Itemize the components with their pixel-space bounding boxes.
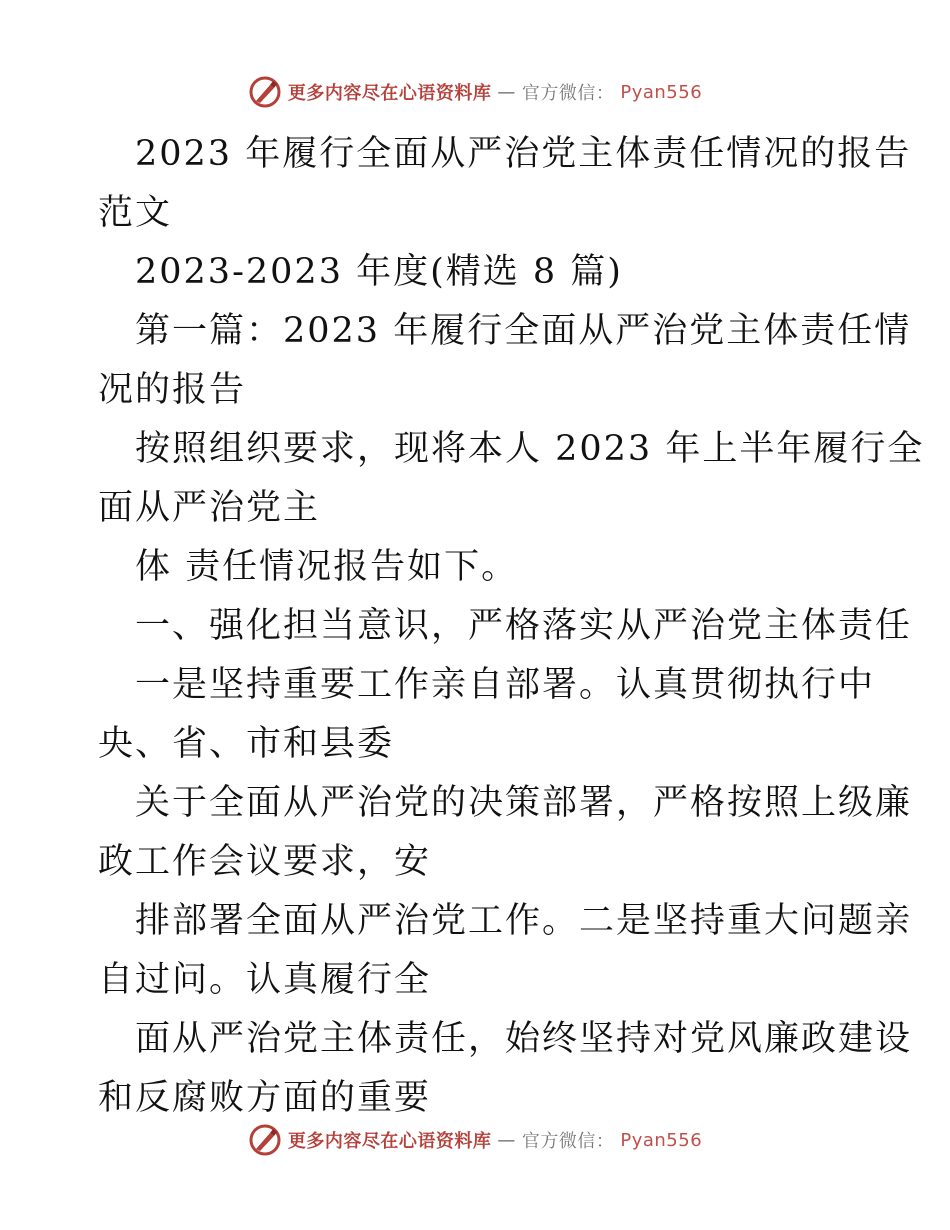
- doc-line: 自过问。认真履行全: [98, 960, 432, 1000]
- doc-line: 范文: [98, 193, 173, 233]
- pen-logo-icon: [248, 1123, 282, 1157]
- doc-line: 央、省、市和县委: [98, 724, 395, 764]
- header-banner: [0, 72, 950, 112]
- doc-line: 一、强化担当意识，严格落实从严治党主体责任: [135, 606, 913, 646]
- doc-line: 政工作会议要求，安: [98, 842, 432, 882]
- banner-contact-id: Pyan556: [620, 81, 703, 103]
- doc-line: 关于全面从严治党的决策部署，严格按照上级廉: [135, 783, 913, 823]
- doc-line: 面从严治党主: [98, 488, 321, 528]
- banner-dash: —: [497, 1129, 516, 1151]
- banner-contact-label: 官方微信：: [521, 83, 615, 104]
- doc-line: 体 责任情况报告如下。: [135, 547, 519, 587]
- doc-line: 一是坚持重要工作亲自部署。认真贯彻执行中: [135, 665, 876, 705]
- doc-line: 按照组织要求，现将本人 2023 年上半年履行全: [135, 429, 925, 469]
- doc-line: 况的报告: [98, 370, 247, 410]
- doc-line: 2023 年履行全面从严治党主体责任情况的报告: [135, 134, 912, 174]
- doc-line: 排部署全面从严治党工作。二是坚持重大问题亲: [135, 901, 913, 941]
- footer-banner: [0, 1120, 950, 1160]
- document-body: [98, 125, 925, 1128]
- banner-main-text: 更多内容尽在心语资料库: [287, 1131, 492, 1152]
- banner-main-text: 更多内容尽在心语资料库: [287, 83, 492, 104]
- pen-logo-icon: [248, 75, 282, 109]
- doc-line: 和反腐败方面的重要: [98, 1078, 432, 1118]
- banner-contact-label: 官方微信：: [521, 1131, 615, 1152]
- banner-dash: —: [497, 81, 516, 103]
- doc-line: 第一篇：2023 年履行全面从严治党主体责任情: [135, 311, 912, 351]
- banner-contact-id: Pyan556: [620, 1129, 703, 1151]
- doc-line: 面从严治党主体责任，始终坚持对党风廉政建设: [135, 1019, 913, 1059]
- doc-line: 2023-2023 年度(精选 8 篇): [135, 252, 623, 292]
